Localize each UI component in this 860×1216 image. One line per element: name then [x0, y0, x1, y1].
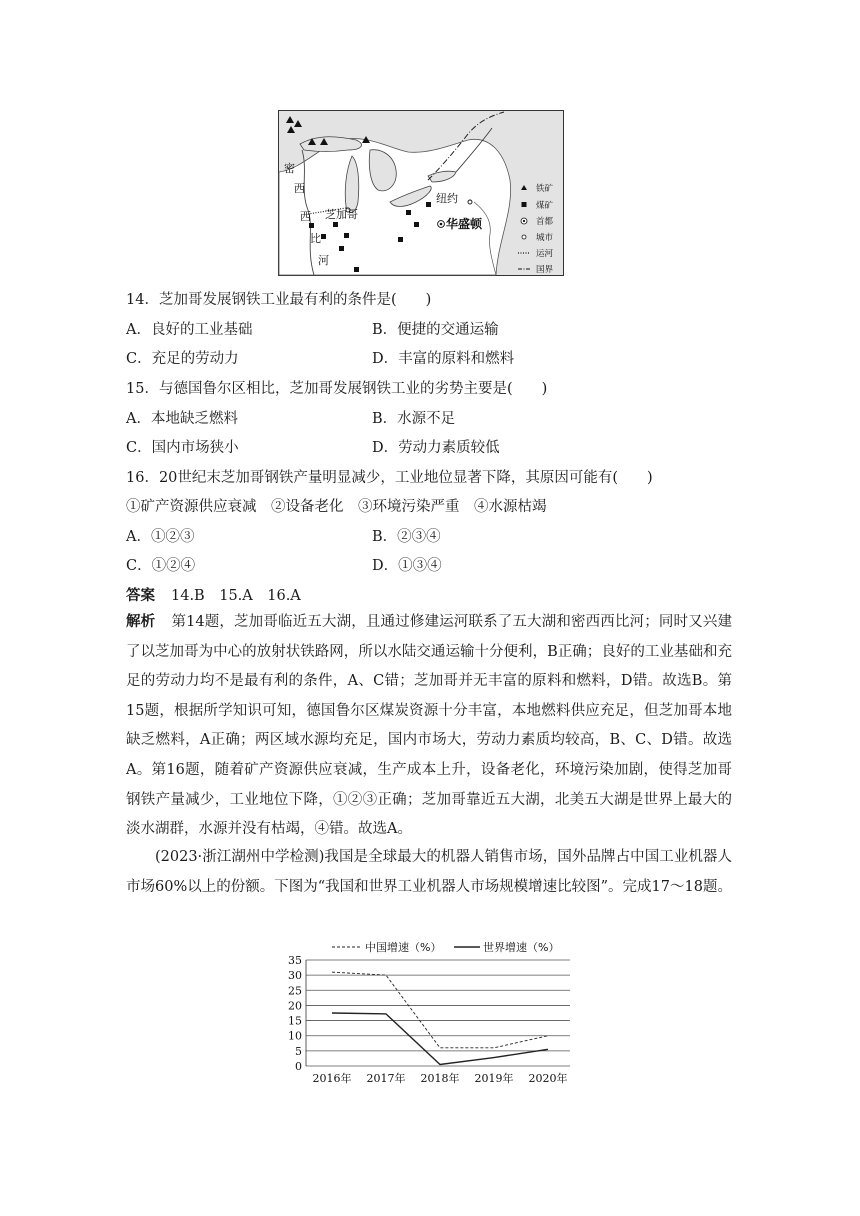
q16-option-c: C．①②④: [126, 558, 196, 574]
y-tick-label: 30: [288, 969, 302, 983]
map-label-chicago: 芝加哥: [325, 208, 358, 221]
x-tick-label: 2017年: [366, 1072, 406, 1085]
map-label-newyork: 纽约: [436, 192, 458, 205]
q16-option-b: B．②③④: [372, 529, 441, 545]
x-tick-label: 2020年: [528, 1072, 568, 1085]
analysis-paragraph: [126, 607, 732, 845]
analysis-text: 第14题，芝加哥临近五大湖，且通过修建运河联系了五大湖和密西西比河；同时又兴建了以芝加哥为中心的放射状铁路网，所以水陆交通运输十分便利，B正确；良好的工业基础和充足的劳动力均不是最有利的条件，A、C错；芝加哥并无丰富的原料和燃料，D错。故选B。第15题，根据所学知识可知，德国鲁尔区煤炭资源十分丰富，本地燃料供应充足，但芝加哥本地缺乏燃料，A正确；两区域水源均充足，国内市场大，劳动力素质均较高，B、C、D错。故选A。第16题，随着矿产资源供应衰减，生产成本上升，设备老化，环境污染加剧，使得芝加哥钢铁产量减少，工业地位下降，①②③正确；芝加哥靠近五大湖，北美五大湖是世界上最大的淡水湖群，水源并没有枯竭，④错。故选A。: [126, 614, 733, 838]
map-label-mississippi-4: 比: [310, 232, 321, 245]
q14-option-d: D．丰富的原料和燃料: [372, 351, 515, 367]
answer-label: 答案: [126, 587, 155, 604]
legend-capital-label: 首都: [536, 217, 554, 227]
chart-y-ticks: [288, 954, 302, 1073]
legend-coal-label: 煤矿: [536, 201, 554, 211]
map-label-mississippi-3: 西: [300, 210, 311, 223]
q15-option-a: A．本地缺乏燃料: [126, 411, 238, 427]
q14-option-c: C．充足的劳动力: [126, 351, 239, 367]
q16-option-d: D．①③④: [372, 558, 442, 574]
series-line-china: [332, 972, 548, 1048]
legend-iron-label: 铁矿: [536, 184, 554, 194]
q15-option-d: D．劳动力素质较低: [372, 440, 500, 456]
robot-market-growth-chart: [280, 936, 580, 1088]
answer-line: [126, 586, 301, 606]
q16-stem: 16．20世纪末芝加哥钢铁产量明显减少，工业地位显著下降，其原因可能有( ): [126, 470, 653, 486]
analysis-label: 解析: [126, 613, 156, 630]
legend-border-label: 国界: [536, 265, 554, 275]
legend-city-label: 城市: [536, 233, 554, 243]
q14-option-a: A．良好的工业基础: [126, 322, 253, 338]
map-label-mississippi-2: 西: [294, 182, 305, 195]
legend-canal-label: 运河: [536, 249, 554, 259]
y-tick-label: 15: [288, 1014, 302, 1028]
q16-numbered-options: ①矿产资源供应衰减 ②设备老化 ③环境污染严重 ④水源枯竭: [126, 499, 547, 515]
y-tick-label: 10: [288, 1029, 302, 1043]
map-label-washington: 华盛顿: [446, 217, 483, 231]
answer-text: 14.B 15.A 16.A: [171, 588, 301, 604]
legend-world-label: 世界增速（%）: [483, 941, 560, 954]
legend-coal-icon: [522, 202, 527, 207]
q16-option-a: A．①②③: [126, 529, 195, 545]
y-tick-label: 5: [295, 1044, 302, 1058]
q14-stem: 14．芝加哥发展钢铁工业最有利的条件是( ): [126, 292, 432, 308]
map-label-mississippi-5: 河: [318, 254, 329, 267]
x-tick-label: 2018年: [420, 1072, 460, 1085]
land-area: [279, 139, 511, 275]
map-label-mississippi-1: 密: [284, 162, 295, 175]
y-tick-label: 20: [288, 999, 302, 1013]
newyork-city-icon: [468, 200, 472, 204]
y-tick-label: 35: [288, 954, 302, 967]
intro-paragraph: (2023·浙江湖州中学检测)我国是全球最大的机器人销售市场，国外品牌占中国工业机器人市场60%以上的份额。下图为“我国和世界工业机器人市场规模增速比较图”。完成17～18题。: [126, 849, 732, 895]
legend-city-icon: [522, 235, 526, 239]
y-tick-label: 25: [288, 984, 302, 998]
x-tick-label: 2016年: [312, 1072, 352, 1085]
y-tick-label: 0: [295, 1060, 302, 1073]
q14-option-b: B．便捷的交通运输: [372, 322, 499, 338]
x-tick-label: 2019年: [474, 1072, 514, 1085]
legend-china-label: 中国增速（%）: [365, 941, 442, 954]
q15-option-b: B．水源不足: [372, 411, 456, 427]
q15-option-c: C．国内市场狭小: [126, 440, 239, 456]
north-america-industry-map: [278, 110, 564, 276]
chart-x-ticks: [313, 1071, 568, 1085]
q15-stem: 15．与德国鲁尔区相比，芝加哥发展钢铁工业的劣势主要是( ): [126, 381, 548, 397]
chart-legend: [332, 940, 559, 954]
